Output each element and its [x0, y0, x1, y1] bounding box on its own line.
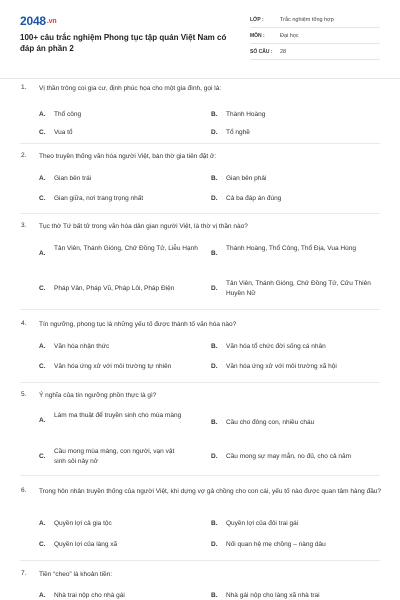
- option-letter: C.: [39, 285, 46, 292]
- option-text: Vua tổ: [54, 129, 73, 136]
- question-number: 1.: [21, 84, 27, 91]
- question-divider: [20, 213, 380, 214]
- option-letter: D.: [211, 363, 218, 370]
- page-title: 100+ câu trắc nghiệm Phong tục tập quán Việt Nam có đáp án phần 2: [20, 33, 227, 53]
- option-text: Cầu mong sự may mắn, no đủ, cho cả năm: [226, 453, 352, 460]
- option-text: Văn hóa nhận thức: [54, 343, 110, 350]
- option-letter: C.: [39, 129, 46, 136]
- option-text: Gian bên phải: [226, 175, 267, 182]
- question-text: Vị thần trông coi gia cư, định phúc họa cho một gia đình, gọi là:: [39, 85, 222, 92]
- question-number: 3.: [21, 222, 27, 229]
- option-letter: D.: [211, 195, 218, 202]
- option-letter: D.: [211, 129, 218, 136]
- question-text: Trong hôn nhân truyền thống của người Việt, khi dựng vợ gả chồng cho con cái, yếu tố nào được quan tâm hàng đầu?: [39, 488, 382, 495]
- option-text: Tản Viên, Thánh Gióng, Chử Đồng Tử, Cửu Thiên Huyền Nữ: [226, 280, 371, 297]
- option-text: Tản Viên, Thánh Gióng, Chử Đồng Tử, Liễu Hạnh: [54, 245, 198, 252]
- option-letter: A.: [39, 520, 46, 527]
- option-letter: A.: [39, 343, 46, 350]
- site-logo[interactable]: [20, 14, 56, 28]
- meta-value: Trắc nghiệm tổng hợp: [280, 16, 334, 23]
- meta-key: LỚP :: [250, 16, 264, 23]
- meta-key: SỐ CÂU :: [250, 48, 273, 55]
- option-text: Văn hóa ứng xử với môi trường tự nhiên: [54, 363, 172, 370]
- option-letter: A.: [39, 111, 46, 118]
- question-divider: [20, 382, 380, 383]
- logo-text: 2048: [20, 14, 46, 28]
- option-text: Quyền lợi của làng xã: [54, 541, 118, 548]
- question-number: 6.: [21, 487, 27, 494]
- option-letter: B.: [211, 111, 218, 118]
- option-letter: D.: [211, 541, 218, 548]
- question-text: Tục thờ Tứ bất tử trong văn hóa dân gian người Việt, là thờ vị thần nào?: [39, 223, 248, 230]
- option-text: Quyền lợi của đôi trai gái: [226, 520, 299, 527]
- document-header: [0, 0, 400, 78]
- option-text: Cả ba đáp án đúng: [226, 195, 282, 202]
- meta-row-subject: [250, 28, 380, 44]
- question-text: Theo truyền thống văn hóa người Việt, bàn thờ gia tiên đặt ở:: [39, 153, 217, 160]
- meta-value: 28: [280, 48, 287, 55]
- option-text: Cầu mong mùa màng, con người, vạn vật sinh sôi nảy nở: [54, 448, 175, 465]
- question-divider: [20, 560, 380, 561]
- option-text: Văn hóa tổ chức đời sống cá nhân: [226, 343, 326, 350]
- option-text: Gian bên trái: [54, 175, 92, 182]
- question-text: Tiền “cheo” là khoản tiền:: [39, 571, 113, 578]
- option-letter: C.: [39, 541, 46, 548]
- question-divider: [20, 309, 380, 310]
- question-number: 7.: [21, 570, 27, 577]
- option-letter: C.: [39, 363, 46, 370]
- option-letter: C.: [39, 453, 46, 460]
- option-text: Nhà trai nộp cho nhà gái: [54, 592, 125, 599]
- question-number: 2.: [21, 152, 27, 159]
- option-letter: B.: [211, 592, 218, 599]
- question-number: 4.: [21, 320, 27, 327]
- option-text: Nhà gái nộp cho làng xã nhà trai: [226, 592, 320, 599]
- option-text: Quyền lợi cả gia tộc: [54, 520, 112, 527]
- meta-panel: [250, 12, 380, 60]
- option-text: Gian giữa, nơi trang trọng nhất: [54, 195, 144, 202]
- meta-value: Đại học: [280, 32, 299, 39]
- option-letter: B.: [211, 250, 218, 257]
- question-text: Tín ngưỡng, phong tục là những yếu tố được thành tố văn hóa nào?: [39, 321, 237, 328]
- question-number: 5.: [21, 391, 27, 398]
- option-letter: B.: [211, 175, 218, 182]
- option-text: Thành Hoàng, Thổ Công, Thổ Địa, Vua Hùng: [226, 245, 356, 252]
- option-text: Nối quan hệ mẹ chồng – nàng dâu: [226, 541, 326, 548]
- meta-key: MÔN :: [250, 32, 265, 39]
- header-divider: [0, 78, 400, 79]
- question-divider: [20, 475, 380, 476]
- option-letter: A.: [39, 592, 46, 599]
- option-text: Thổ công: [54, 111, 82, 118]
- option-letter: B.: [211, 343, 218, 350]
- question-text: Ý nghĩa của tín ngưỡng phồn thực là gì?: [39, 392, 157, 399]
- option-letter: C.: [39, 195, 46, 202]
- option-text: Cầu cho đông con, nhiều cháu: [226, 419, 315, 426]
- option-letter: B.: [211, 419, 218, 426]
- logo-tld: .vn: [46, 18, 57, 25]
- option-letter: B.: [211, 520, 218, 527]
- option-text: Thành Hoàng: [226, 111, 266, 118]
- option-text: Văn hóa ứng xử với môi trường xã hội: [226, 363, 337, 370]
- meta-row-class: [250, 12, 380, 28]
- option-letter: D.: [211, 453, 218, 460]
- option-text: Làm ma thuật để truyền sinh cho mùa màng: [54, 412, 182, 419]
- option-letter: D.: [211, 285, 218, 292]
- option-letter: A.: [39, 417, 46, 424]
- option-text: Tổ nghề: [226, 129, 250, 136]
- option-text: Pháp Vân, Pháp Vũ, Pháp Lôi, Pháp Điện: [54, 285, 175, 292]
- meta-row-count: [250, 44, 380, 60]
- option-letter: A.: [39, 175, 46, 182]
- option-letter: A.: [39, 250, 46, 257]
- question-divider: [20, 143, 380, 144]
